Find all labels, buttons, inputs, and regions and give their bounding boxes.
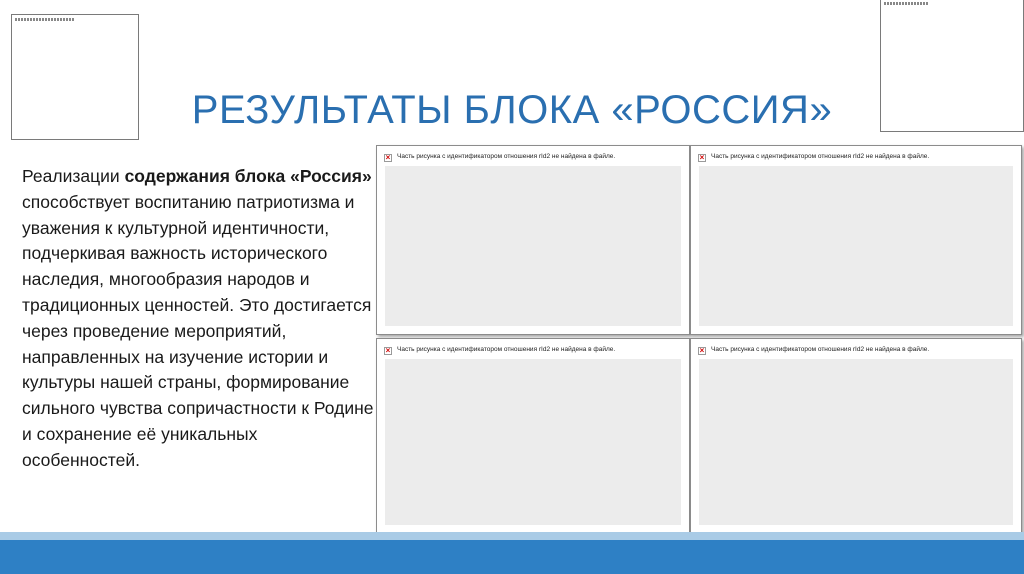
- broken-image-icon: ×: [385, 153, 391, 162]
- broken-image-panel-2[interactable]: [690, 145, 1022, 335]
- body-text-prefix: Реализации: [22, 166, 125, 186]
- image-placeholder-area: [699, 166, 1013, 326]
- image-error-message: Часть рисунка с идентификатором отношения rId2 не найдена в файле.: [711, 153, 930, 160]
- broken-image-panel-3[interactable]: [376, 338, 690, 534]
- thumbnail-caption-line: [884, 2, 928, 5]
- broken-image-icon: ×: [699, 346, 705, 355]
- image-placeholder-area: [699, 359, 1013, 525]
- broken-image-panel-1[interactable]: [376, 145, 690, 335]
- image-error-message: Часть рисунка с идентификатором отношения rId2 не найдена в файле.: [711, 346, 930, 353]
- thumbnail-caption-line: [15, 18, 75, 21]
- slide-title: РЕЗУЛЬТАТЫ БЛОКА «РОССИЯ»: [191, 88, 833, 132]
- broken-image-icon: ×: [385, 346, 391, 355]
- broken-image-panel-4[interactable]: [690, 338, 1022, 534]
- broken-image-icon: ×: [699, 153, 705, 162]
- image-error-message: Часть рисунка с идентификатором отношения rId2 не найдена в файле.: [397, 153, 616, 160]
- footer-accent-stripe: [0, 532, 1024, 540]
- slide-body-text: [22, 164, 374, 474]
- body-text-rest: способствует воспитанию патриотизма и уважения к культурной идентичности, подчеркивая важность исторического наследия, многообразия народов и традиционных ценностей. Это достигается через проведение мероприятий, направленных на изучение истории и культуры нашей страны, формирование сильного чувства сопричастности к Родине и сохранение её уникальных особенностей.: [22, 191, 374, 470]
- body-text-bold: содержания блока «Россия»: [124, 166, 372, 186]
- footer-bar: [0, 540, 1024, 574]
- image-error-message: Часть рисунка с идентификатором отношения rId2 не найдена в файле.: [397, 346, 616, 353]
- image-placeholder-area: [385, 359, 681, 525]
- image-placeholder-area: [385, 166, 681, 326]
